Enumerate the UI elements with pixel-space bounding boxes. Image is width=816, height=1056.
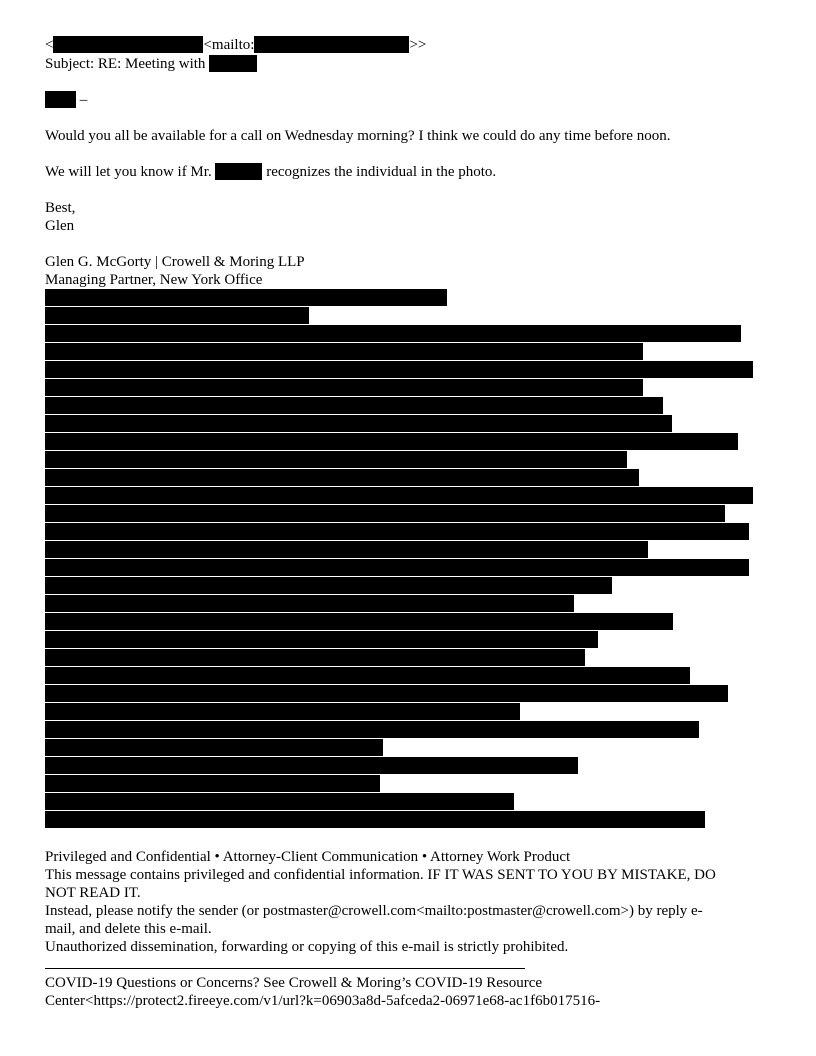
notice-line-1: This message contains privileged and confidential information. IF IT WAS SENT TO YOU BY MISTAKE, DO bbox=[45, 867, 716, 883]
footer-divider bbox=[45, 968, 525, 969]
redaction-bar bbox=[45, 685, 728, 702]
redaction-bar bbox=[45, 649, 585, 666]
redaction-bar bbox=[45, 721, 699, 738]
privileged-line: Privileged and Confidential • Attorney-Client Communication • Attorney Work Product bbox=[45, 849, 571, 865]
redaction-bar bbox=[45, 505, 725, 522]
notice-line-5: Unauthorized dissemination, forwarding or copying of this e-mail is strictly prohibited. bbox=[45, 939, 569, 955]
redaction-bar bbox=[45, 703, 520, 720]
redaction-bar bbox=[45, 289, 447, 306]
from-open-bracket: < bbox=[45, 37, 54, 53]
redacted-sender-email bbox=[254, 36, 409, 53]
closing-line: Best, bbox=[45, 200, 76, 216]
redaction-bar bbox=[45, 361, 753, 378]
redaction-bar bbox=[45, 343, 643, 360]
redaction-bar bbox=[45, 307, 309, 324]
redaction-bar bbox=[45, 631, 598, 648]
subject-text: Subject: RE: Meeting with bbox=[45, 56, 206, 72]
subject-line bbox=[45, 55, 257, 73]
body-paragraph-2 bbox=[45, 163, 496, 181]
redacted-person-name bbox=[215, 163, 262, 180]
redacted-greeting-name bbox=[45, 91, 76, 108]
greeting-dash: – bbox=[79, 92, 88, 108]
redaction-bar bbox=[45, 541, 648, 558]
redaction-bar bbox=[45, 433, 738, 450]
redaction-bar bbox=[45, 487, 753, 504]
redaction-bar bbox=[45, 397, 663, 414]
redacted-sender-name bbox=[53, 36, 203, 53]
signature-name-line: Glen G. McGorty | Crowell & Moring LLP bbox=[45, 254, 305, 270]
redaction-bar bbox=[45, 775, 380, 792]
para2-after: recognizes the individual in the photo. bbox=[266, 164, 497, 180]
covid-line-2[interactable]: Center<https://protect2.fireeye.com/v1/url?k=06903a8d-5afceda2-06971e68-ac1f6b017516- bbox=[45, 993, 601, 1009]
greeting-line bbox=[45, 91, 87, 109]
redaction-bar bbox=[45, 595, 574, 612]
redaction-bar bbox=[45, 739, 383, 756]
mailto-label: <mailto: bbox=[203, 37, 255, 53]
from-line bbox=[45, 36, 426, 54]
redaction-bar bbox=[45, 523, 749, 540]
redaction-bar bbox=[45, 667, 690, 684]
para2-before: We will let you know if Mr. bbox=[45, 164, 212, 180]
redaction-bar bbox=[45, 613, 673, 630]
redaction-bar bbox=[45, 415, 672, 432]
covid-line-1: COVID-19 Questions or Concerns? See Crowell & Moring’s COVID-19 Resource bbox=[45, 975, 543, 991]
redaction-bar bbox=[45, 577, 612, 594]
redacted-subject-name bbox=[209, 55, 257, 72]
redaction-bar bbox=[45, 757, 578, 774]
body-paragraph-1: Would you all be available for a call on Wednesday morning? I think we could do any time before noon. bbox=[45, 128, 671, 144]
redaction-bar bbox=[45, 793, 514, 810]
redaction-bar bbox=[45, 325, 741, 342]
redaction-bar bbox=[45, 811, 705, 828]
redaction-bar bbox=[45, 379, 643, 396]
signoff-name: Glen bbox=[45, 218, 75, 234]
notice-line-3: Instead, please notify the sender (or postmaster@crowell.com<mailto:postmaster@crowell.com>) by reply e- bbox=[45, 903, 703, 919]
notice-line-4: mail, and delete this e-mail. bbox=[45, 921, 212, 937]
from-close-bracket: >> bbox=[409, 37, 427, 53]
redaction-bar bbox=[45, 451, 627, 468]
redaction-bar bbox=[45, 469, 639, 486]
signature-title-line: Managing Partner, New York Office bbox=[45, 272, 263, 288]
redaction-bar bbox=[45, 559, 749, 576]
notice-line-2: NOT READ IT. bbox=[45, 885, 141, 901]
